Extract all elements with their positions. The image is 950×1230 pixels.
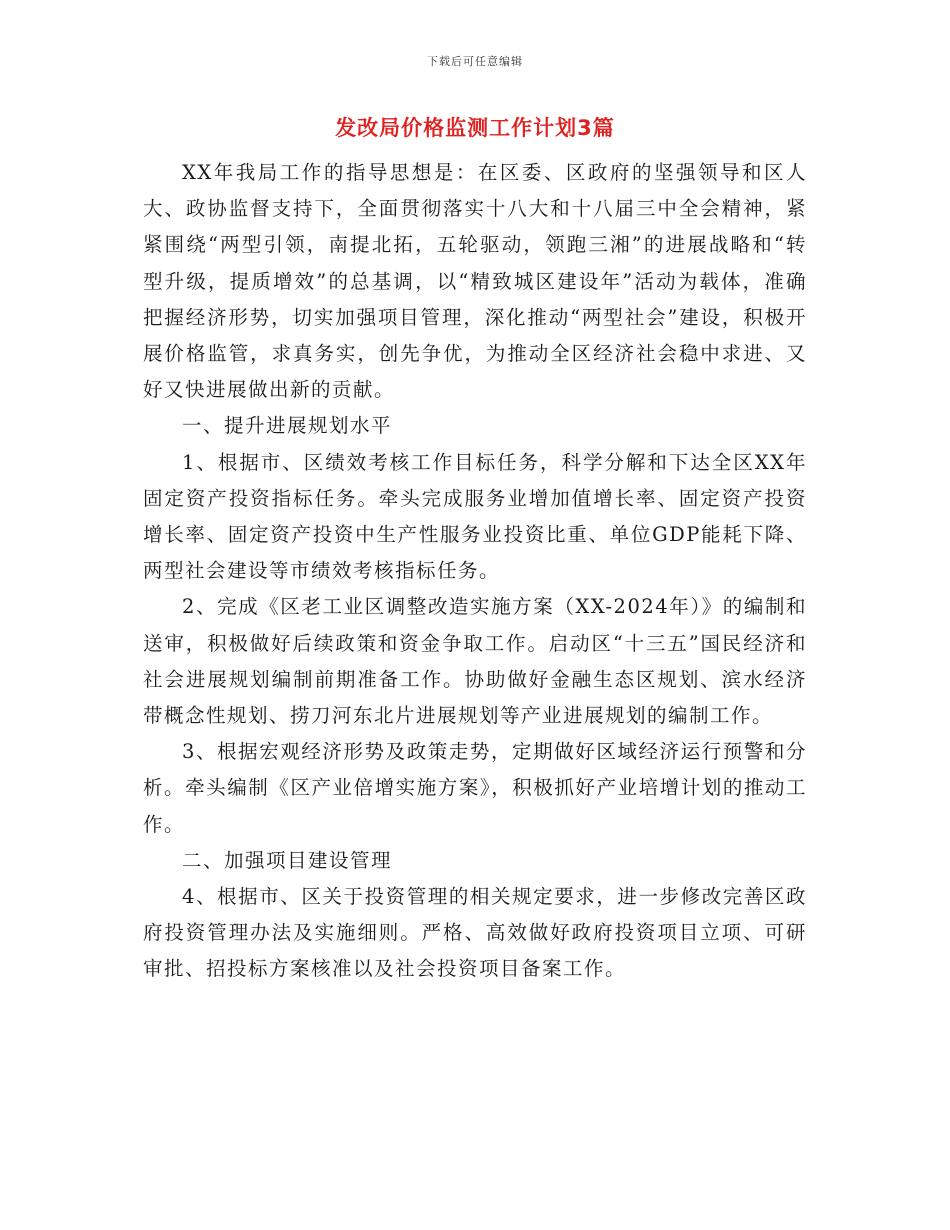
intro-paragraph: XX年我局工作的指导思想是：在区委、区政府的坚强领导和区人大、政协监督支持下，全面贯彻落实十八大和十八届三中全会精神，紧紧围绕“两型引领，南提北拓，五轮驱动，领跑三湘”的进展战略和“转型升级，提质增效”的总基调，以“精致城区建设年”活动为载体，准确把握经济形势，切实加强项目管理，深化推动“两型社会”建设，积极开展价格监管，求真务实，创先争优，为推动全区经济社会稳中求进、又好又快进展做出新的贡献。: [143, 161, 807, 402]
section-heading-1: 一、提升进展规划水平: [182, 414, 393, 438]
item-paragraph-4: 4、根据市、区关于投资管理的相关规定要求，进一步修改完善区政府投资管理办法及实施细则。严格、高效做好政府投资项目立项、可研审批、招投标方案核准以及社会投资项目备案工作。: [143, 885, 807, 981]
document-body: [143, 155, 807, 988]
item-paragraph-1: 1、根据市、区绩效考核工作目标任务，科学分解和下达全区XX年固定资产投资指标任务。牵头完成服务业增加值增长率、固定资产投资增长率、固定资产投资中生产性服务业投资比重、单位GDP能耗下降、两型社会建设等市绩效考核指标任务。: [143, 450, 807, 583]
item-paragraph-2: 2、完成《区老工业区调整改造实施方案（XX-2024年）》的编制和送审，积极做好后续政策和资金争取工作。启动区“十三五”国民经济和社会进展规划编制前期准备工作。协助做好金融生态区规划、滨水经济带概念性规划、捞刀河东北片进展规划等产业进展规划的编制工作。: [143, 595, 807, 728]
item-paragraph-3: 3、根据宏观经济形势及政策走势，定期做好区域经济运行预警和分析。牵头编制《区产业倍增实施方案》，积极抓好产业培增计划的推动工作。: [143, 740, 807, 836]
section-heading-2: 二、加强项目建设管理: [182, 848, 393, 872]
header-note: 下载后可任意编辑: [427, 55, 523, 68]
document-title: 发改局价格监测工作计划3篇: [335, 116, 615, 140]
